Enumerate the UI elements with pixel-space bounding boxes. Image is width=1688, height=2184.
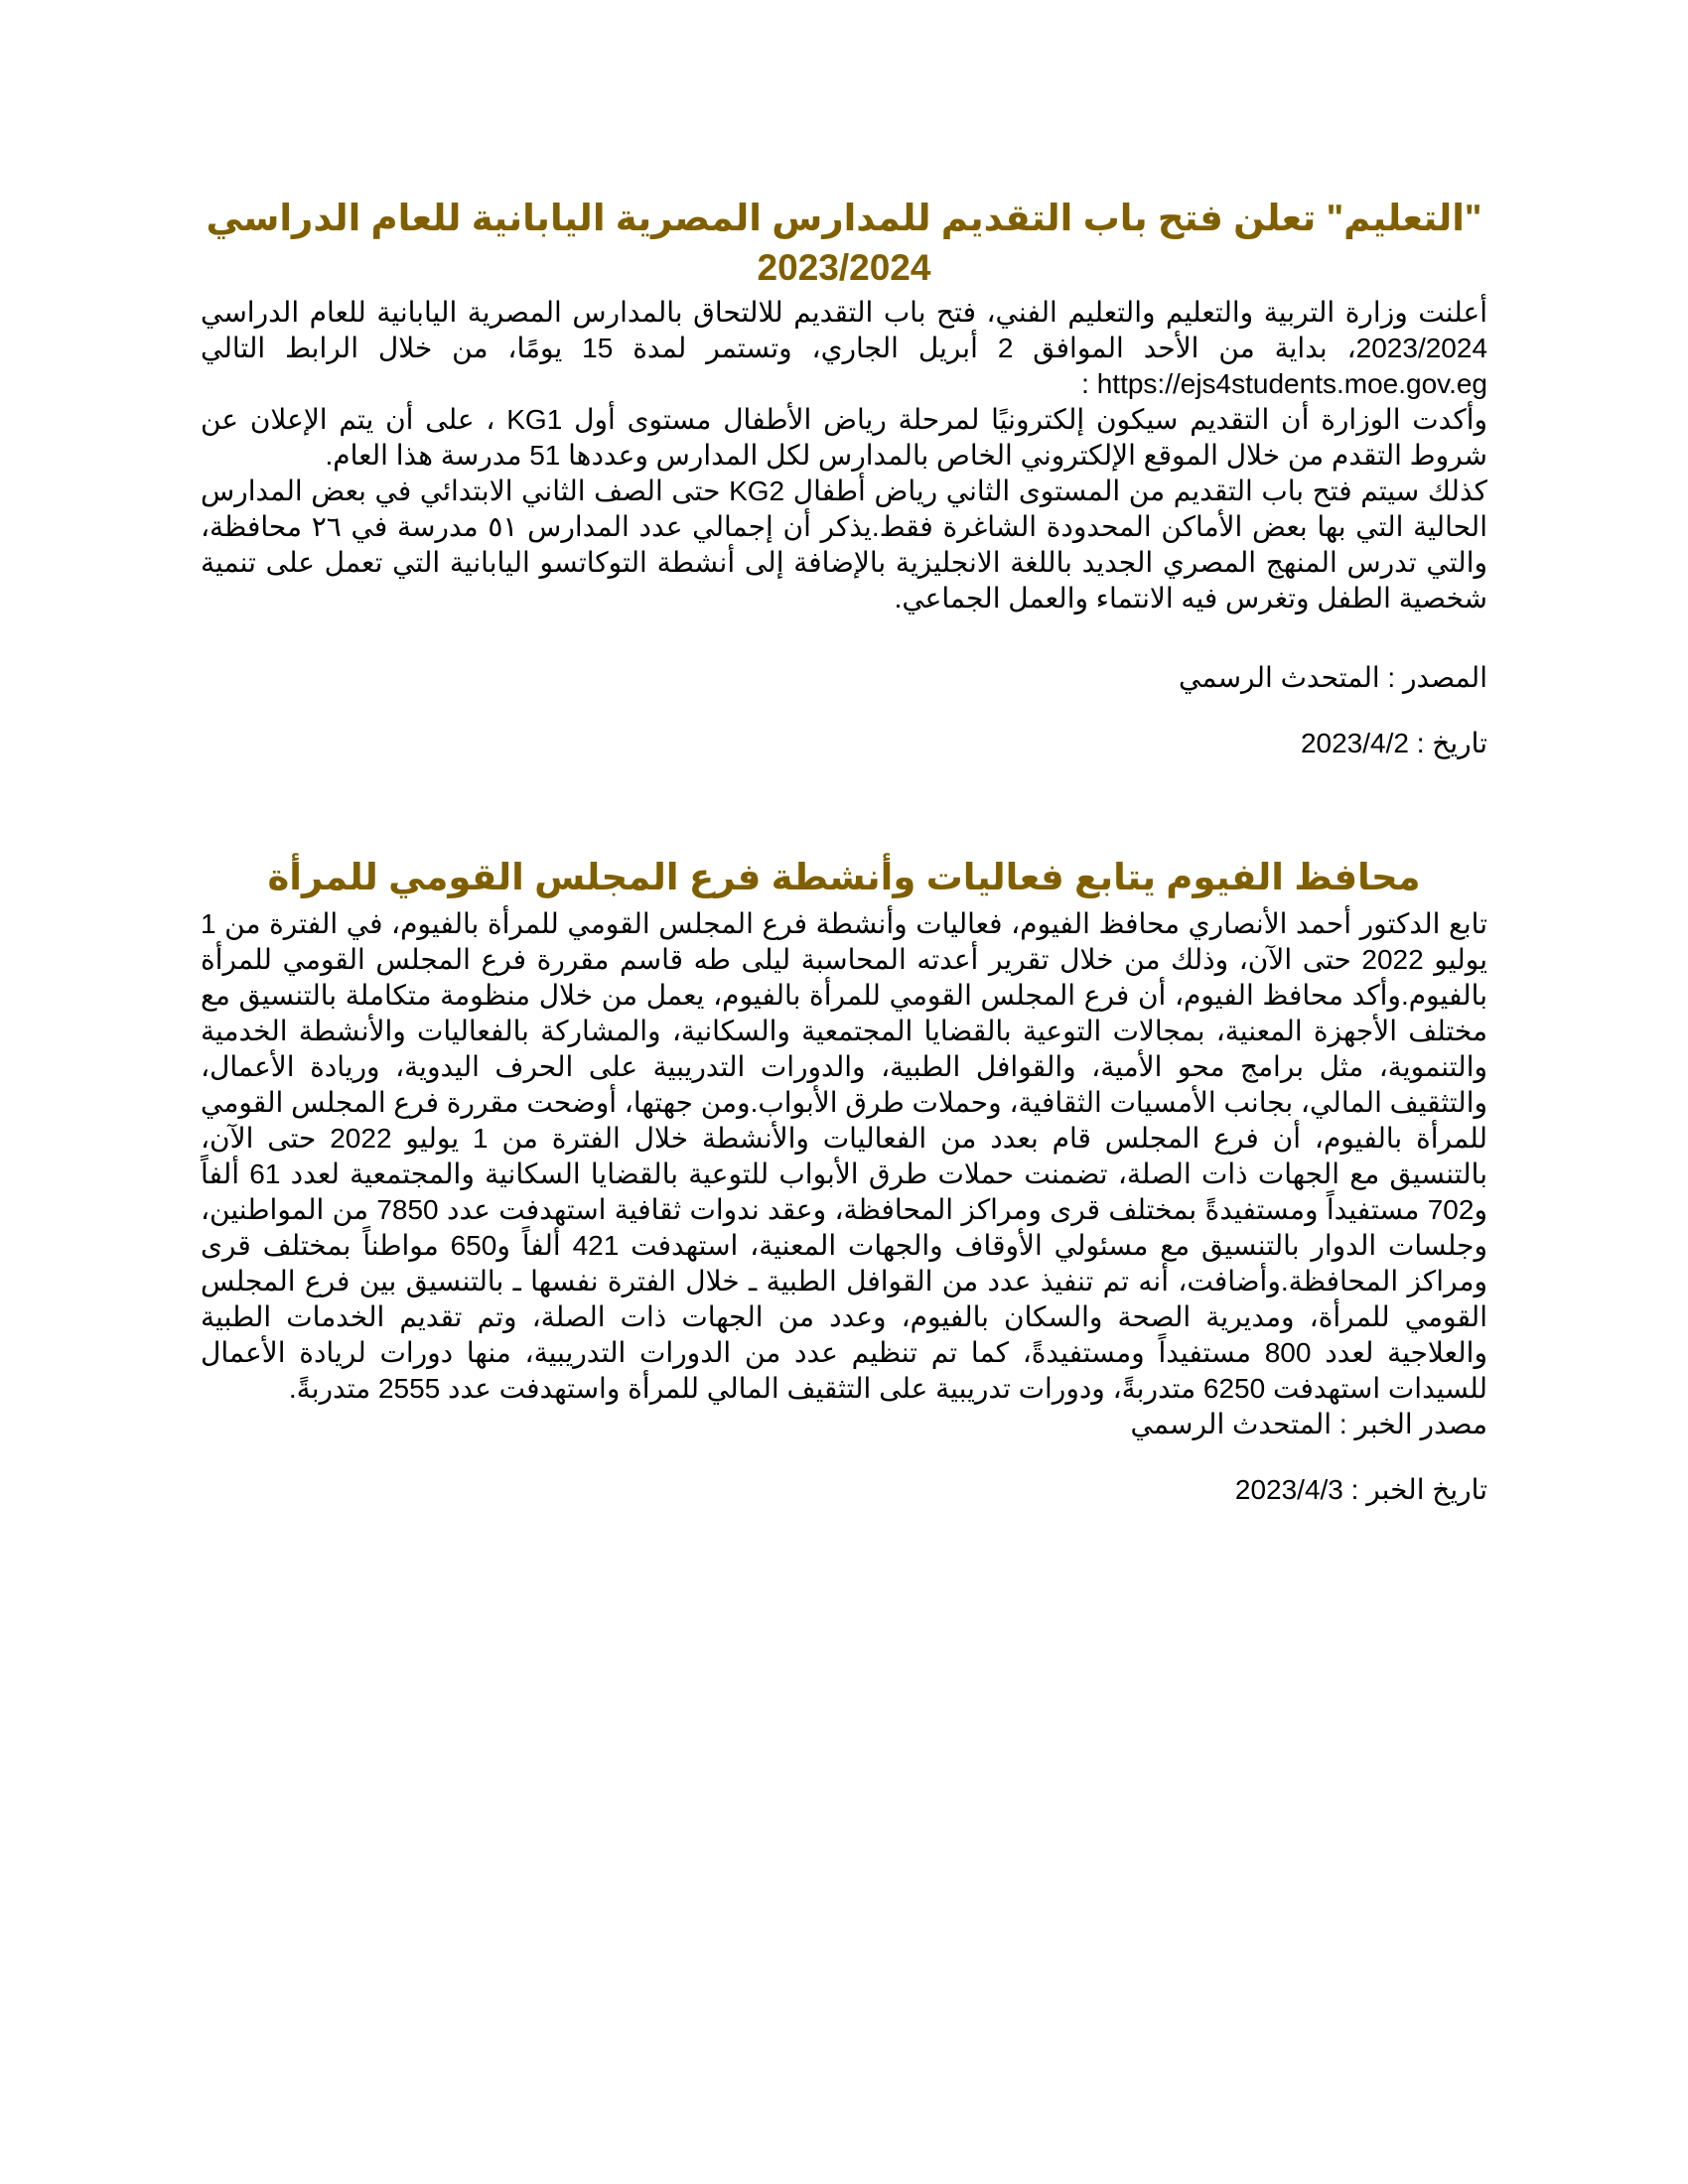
article-date: تاريخ الخبر : 2023/4/3 (1234, 1474, 1487, 1505)
article-title-text: "التعليم" تعلن فتح باب التقديم للمدارس المصرية اليابانية للعام الدراسي (206, 198, 1482, 238)
article-title (201, 853, 1487, 902)
article-japanese-schools (201, 194, 1487, 761)
article-source: مصدر الخبر : المتحدث الرسمي (1130, 1409, 1487, 1439)
article-paragraph: أعلنت وزارة التربية والتعليم والتعليم الفني، فتح باب التقديم للالتحاق بالمدارس المصرية اليابانية للعام الدراسي 2023/2024، بداية من الأحد الموافق 2 أبريل الجاري، وتستمر لمدة 15 يومًا، من خلال الرابط التالي https://ejs4students.moe.gov.eg : (201, 297, 1488, 399)
document-page (201, 194, 1487, 1508)
article-paragraph: وأكدت الوزارة أن التقديم سيكون إلكترونيًا لمرحلة رياض الأطفال مستوى أول KG1 ، على أن يتم الإعلان عن شروط التقدم من خلال الموقع الإلكتروني الخاص بالمدارس لكل المدارس وعددها 51 مدرسة هذا العام. (201, 404, 1487, 471)
article-body (201, 906, 1487, 1407)
article-title-text: محافظ الفيوم يتابع فعاليات وأنشطة فرع المجلس القومي للمرأة (267, 857, 1421, 897)
article-source: المصدر : المتحدث الرسمي (1179, 662, 1487, 693)
article-title (201, 194, 1487, 293)
article-title-year: 2023/2024 (757, 247, 931, 288)
article-date: تاريخ : 2023/4/2 (1300, 728, 1487, 758)
article-fayoum-women-council (201, 853, 1487, 1508)
article-paragraph: كذلك سيتم فتح باب التقديم من المستوى الثاني رياض أطفال KG2 حتى الصف الثاني الابتدائي في بعض المدارس الحالية التي بها بعض الأماكن المحدودة الشاغرة فقط.يذكر أن إجمالي عدد المدارس ٥١ مدرسة في ٢٦ محافظة، والتي تدرس المنهج المصري الجديد باللغة الانجليزية بالإضافة إلى أنشطة التوكاتسو اليابانية التي تعمل على تنمية شخصية الطفل وتغرس فيه الانتماء والعمل الجماعي. (201, 476, 1487, 614)
article-body (201, 295, 1487, 616)
article-paragraph: تابع الدكتور أحمد الأنصاري محافظ الفيوم، فعاليات وأنشطة فرع المجلس القومي للمرأة بالفيوم، في الفترة من 1 يوليو 2022 حتى الآن، وذلك من خلال تقرير أعدته المحاسبة ليلى طه قاسم مقررة فرع المجلس القومي للمرأة بالفيوم.وأكد محافظ الفيوم، أن فرع المجلس القومي للمرأة بالفيوم، يعمل من خلال منظومة متكاملة بالتنسيق مع مختلف الأجهزة المعنية، بمجالات التوعية بالقضايا المجتمعية والسكانية، والمشاركة بالفعاليات والأنشطة الخدمية والتنموية، مثل برامج محو الأمية، والقوافل الطبية، والدورات التدريبية على الحرف اليدوية، وريادة الأعمال، والتثقيف المالي، بجانب الأمسيات الثقافية، وحملات طرق الأبواب.ومن جهتها، أوضحت مقررة فرع المجلس القومي للمرأة بالفيوم، أن فرع المجلس قام بعدد من الفعاليات والأنشطة خلال الفترة من 1 يوليو 2022 حتى الآن، بالتنسيق مع الجهات ذات الصلة، تضمنت حملات طرق الأبواب للتوعية بالقضايا السكانية والمجتمعية لعدد 61 ألفاً و702 مستفيداً ومستفيدةً بمختلف قرى ومراكز المحافظة، وعقد ندوات ثقافية استهدفت عدد 7850 من المواطنين، وجلسات الدوار بالتنسيق مع مسئولي الأوقاف والجهات المعنية، استهدفت 421 ألفاً و650 مواطناً بمختلف قرى ومراكز المحافظة.وأضافت، أنه تم تنفيذ عدد من القوافل الطبية ـ خلال الفترة نفسها ـ بالتنسيق بين فرع المجلس القومي للمرأة، ومديرية الصحة والسكان بالفيوم، وعدد من الجهات ذات الصلة، وتم تقديم الخدمات الطبية والعلاجية لعدد 800 مستفيداً ومستفيدةً، كما تم تنظيم عدد من الدورات التدريبية، منها دورات لريادة الأعمال للسيدات استهدفت 6250 متدربةً، ودورات تدريبية على التثقيف المالي للمرأة واستهدفت عدد 2555 متدربةً. (201, 908, 1488, 1404)
